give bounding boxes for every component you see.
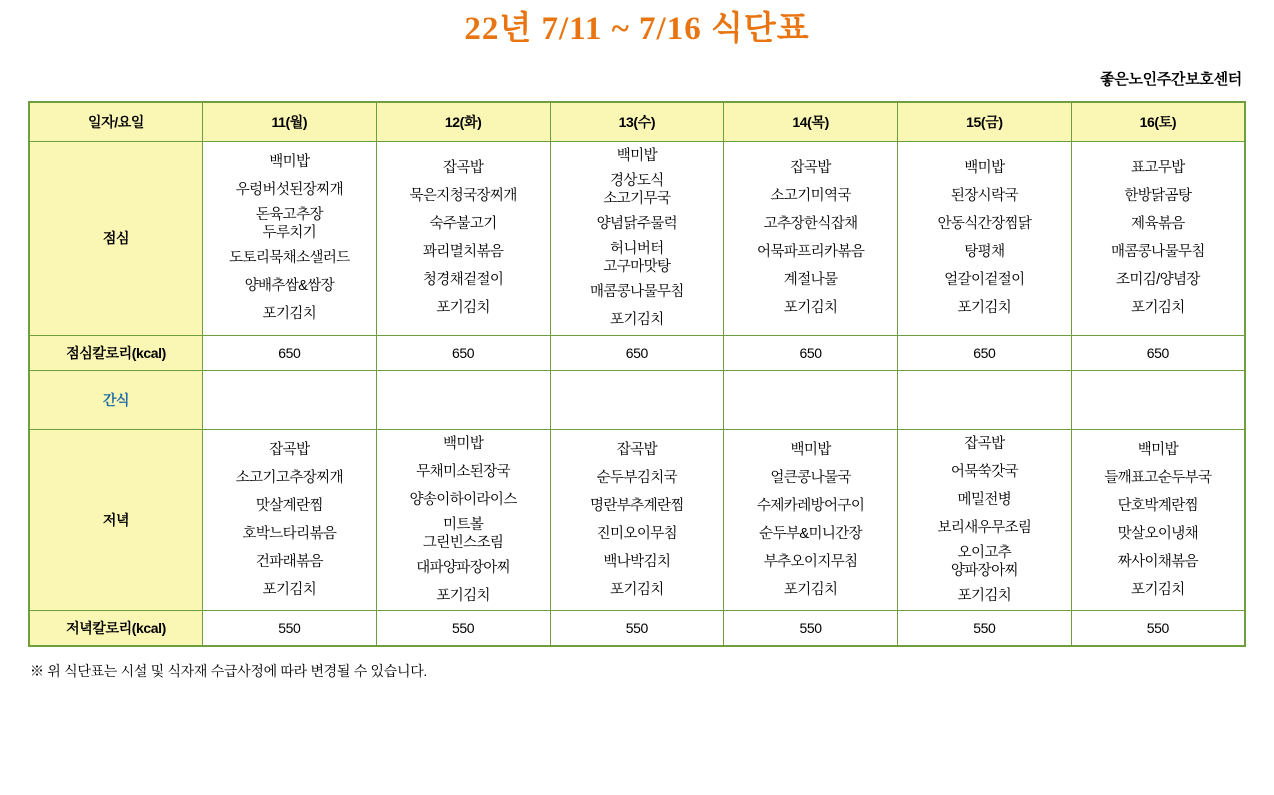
dish-item: 표고무밥 bbox=[1131, 159, 1185, 176]
dish-item: 포기김치 bbox=[436, 300, 490, 317]
lunch-kcal-3: 650 bbox=[724, 335, 898, 370]
table-row-dinner-kcal bbox=[29, 611, 1245, 647]
dinner-kcal-1: 550 bbox=[376, 611, 550, 647]
column-header-4: 15(금) bbox=[898, 102, 1072, 142]
center-name: 좋은노인주간보호센터 bbox=[1100, 70, 1242, 88]
table-row-lunch bbox=[29, 141, 1245, 335]
dish-item: 얼큰콩나물국 bbox=[770, 469, 851, 486]
dish-item: 백나박김치 bbox=[603, 554, 671, 571]
dish-item: 무채미소된장국 bbox=[416, 463, 511, 480]
dish-item: 포기김치 bbox=[957, 588, 1012, 605]
dish-item: 매콤콩나물무침 bbox=[1110, 244, 1205, 261]
dish-item: 호박느타리볶음 bbox=[242, 526, 337, 543]
dish-item: 도토리묵채소샐러드 bbox=[229, 250, 350, 267]
dish-item: 백미밥 bbox=[790, 441, 831, 458]
column-header-3: 14(목) bbox=[724, 102, 898, 142]
dish-item: 꽈리멸치볶음 bbox=[422, 244, 504, 261]
dish-item: 잡곡밥 bbox=[616, 441, 657, 458]
dish-item: 백미밥 bbox=[443, 435, 484, 452]
dish-item: 명란부추계란찜 bbox=[589, 497, 684, 514]
dish-item: 수제카레방어구이 bbox=[756, 497, 865, 514]
dinner-cell-5 bbox=[1071, 429, 1245, 611]
row-label-dinner: 저녁 bbox=[29, 429, 203, 611]
dish-item: 우렁버섯된장찌개 bbox=[235, 181, 343, 198]
dish-item: 부추오이지무침 bbox=[763, 554, 858, 571]
row-label-snack: 간식 bbox=[29, 370, 203, 429]
lunch-kcal-1: 650 bbox=[376, 335, 550, 370]
dish-item: 포기김치 bbox=[436, 588, 490, 605]
dinner-cell-4 bbox=[898, 429, 1072, 611]
dish-item: 포기김치 bbox=[262, 582, 317, 599]
dinner-kcal-4: 550 bbox=[898, 611, 1072, 647]
dish-item: 묵은지청국장찌개 bbox=[409, 187, 517, 204]
lunch-cell-4 bbox=[898, 141, 1072, 335]
dish-item: 잡곡밥 bbox=[443, 159, 484, 176]
dish-item: 진미오이무침 bbox=[596, 526, 678, 543]
column-header-0: 11(월) bbox=[203, 102, 377, 142]
dish-item: 돈육고추장 두루치기 bbox=[255, 206, 323, 242]
dish-item: 제육볶음 bbox=[1131, 215, 1185, 232]
dish-item: 순두부김치국 bbox=[596, 469, 678, 486]
dish-item: 순두부&미니간장 bbox=[759, 526, 863, 543]
snack-cell-2 bbox=[550, 370, 724, 429]
snack-cell-0 bbox=[203, 370, 377, 429]
dish-item: 백미밥 bbox=[616, 147, 657, 164]
dish-item: 계절나물 bbox=[783, 272, 838, 289]
dish-item: 포기김치 bbox=[783, 300, 838, 317]
dish-item: 잡곡밥 bbox=[269, 441, 310, 458]
lunch-cell-5 bbox=[1071, 141, 1245, 335]
dish-item: 잡곡밥 bbox=[790, 159, 831, 176]
dish-item: 미트볼 그린빈스조림 bbox=[422, 516, 504, 552]
lunch-kcal-4: 650 bbox=[898, 335, 1072, 370]
dish-item: 대파양파장아찌 bbox=[416, 560, 511, 577]
snack-cell-5 bbox=[1071, 370, 1245, 429]
dish-item: 포기김치 bbox=[610, 312, 664, 329]
dish-item: 포기김치 bbox=[262, 306, 317, 323]
dish-item: 양배추쌈&쌈장 bbox=[244, 278, 335, 295]
column-header-1: 12(화) bbox=[376, 102, 550, 142]
dish-item: 소고기미역국 bbox=[770, 187, 851, 204]
dish-item: 포기김치 bbox=[610, 582, 664, 599]
dinner-kcal-2: 550 bbox=[550, 611, 724, 647]
dish-item: 단호박계란찜 bbox=[1117, 497, 1199, 514]
dish-item: 탕평채 bbox=[964, 244, 1005, 261]
dish-item: 청경채겉절이 bbox=[422, 272, 504, 289]
dish-item: 고추장한식잡채 bbox=[763, 215, 858, 232]
corner-label: 일자/요일 bbox=[29, 102, 203, 142]
lunch-cell-3 bbox=[724, 141, 898, 335]
row-label-lunch-kcal: 점심칼로리(kcal) bbox=[29, 335, 203, 370]
table-body bbox=[29, 141, 1245, 646]
dish-item: 소고기고추장찌개 bbox=[235, 469, 343, 486]
snack-cell-4 bbox=[898, 370, 1072, 429]
dish-item: 백미밥 bbox=[964, 159, 1005, 176]
dish-item: 숙주불고기 bbox=[429, 215, 497, 232]
dinner-kcal-5: 550 bbox=[1071, 611, 1245, 647]
page-title: 22년 7/11 ~ 7/16 식단표 bbox=[464, 11, 810, 47]
dish-item: 포기김치 bbox=[783, 582, 838, 599]
dish-item: 포기김치 bbox=[1131, 300, 1185, 317]
dish-item: 맛살오이냉채 bbox=[1117, 526, 1199, 543]
lunch-cell-1 bbox=[376, 141, 550, 335]
row-label-dinner-kcal: 저녁칼로리(kcal) bbox=[29, 611, 203, 647]
dinner-cell-0 bbox=[203, 429, 377, 611]
dish-item: 잡곡밥 bbox=[964, 435, 1005, 452]
menu-table bbox=[28, 101, 1246, 648]
header-row bbox=[29, 102, 1245, 142]
dinner-cell-3 bbox=[724, 429, 898, 611]
dish-item: 오이고추 양파장아찌 bbox=[950, 545, 1018, 580]
dish-item: 허니버터 고구마맛탕 bbox=[603, 241, 671, 276]
lunch-cell-2 bbox=[550, 141, 724, 335]
dish-item: 안동식간장찜닭 bbox=[937, 215, 1032, 232]
row-label-lunch: 점심 bbox=[29, 141, 203, 335]
table-row-dinner bbox=[29, 429, 1245, 611]
dish-item: 경상도식 소고기무국 bbox=[603, 172, 671, 207]
dish-item: 짜사이채볶음 bbox=[1117, 554, 1199, 571]
dish-item: 보리새우무조림 bbox=[937, 519, 1032, 536]
lunch-cell-0 bbox=[203, 141, 377, 335]
menu-table-wrap bbox=[0, 89, 1274, 648]
dish-item: 건파래볶음 bbox=[255, 554, 323, 571]
dinner-cell-2 bbox=[550, 429, 724, 611]
lunch-kcal-5: 650 bbox=[1071, 335, 1245, 370]
snack-cell-3 bbox=[724, 370, 898, 429]
footer-note: ※ 위 식단표는 시설 및 식자재 수급사정에 따라 변경될 수 있습니다. bbox=[30, 663, 428, 680]
table-row-lunch-kcal bbox=[29, 335, 1245, 370]
dinner-kcal-0: 550 bbox=[203, 611, 377, 647]
dinner-kcal-3: 550 bbox=[724, 611, 898, 647]
dish-item: 어묵파프리카볶음 bbox=[756, 244, 865, 261]
dish-item: 들깨표고순두부국 bbox=[1104, 469, 1212, 486]
dish-item: 양송이하이라이스 bbox=[409, 491, 517, 508]
dish-item: 백미밥 bbox=[269, 153, 310, 170]
dinner-cell-1 bbox=[376, 429, 550, 611]
dish-item: 양념닭주물럭 bbox=[596, 215, 678, 232]
table-header bbox=[29, 102, 1245, 142]
column-header-2: 13(수) bbox=[550, 102, 724, 142]
dish-item: 포기김치 bbox=[1131, 582, 1185, 599]
dish-item: 매콤콩나물무침 bbox=[589, 284, 684, 301]
dish-item: 백미밥 bbox=[1137, 441, 1178, 458]
snack-cell-1 bbox=[376, 370, 550, 429]
table-row-snack bbox=[29, 370, 1245, 429]
dish-item: 메밀전병 bbox=[957, 491, 1012, 508]
dish-item: 한방닭곰탕 bbox=[1124, 187, 1192, 204]
dish-item: 맛살계란찜 bbox=[255, 497, 323, 514]
dish-item: 얼갈이겉절이 bbox=[944, 272, 1025, 289]
dish-item: 조미김/양념장 bbox=[1115, 272, 1200, 289]
dish-item: 포기김치 bbox=[957, 300, 1012, 317]
lunch-kcal-2: 650 bbox=[550, 335, 724, 370]
dish-item: 어묵쑥갓국 bbox=[950, 463, 1018, 480]
dish-item: 된장시락국 bbox=[950, 187, 1018, 204]
lunch-kcal-0: 650 bbox=[203, 335, 377, 370]
column-header-5: 16(토) bbox=[1071, 102, 1245, 142]
